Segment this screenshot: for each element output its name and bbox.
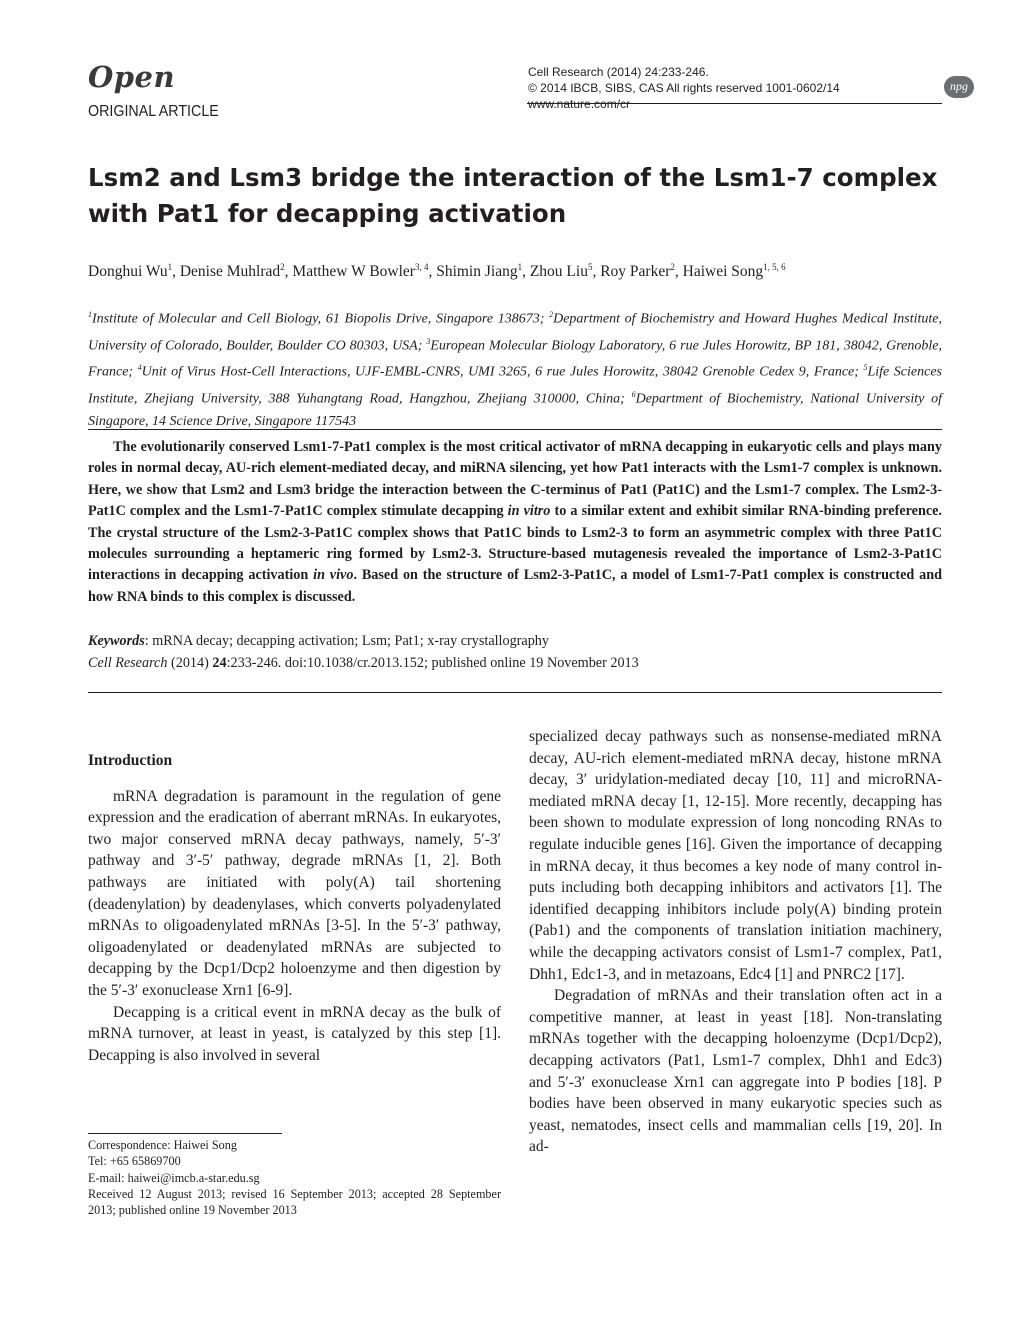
affiliation-number: 3 [426, 336, 431, 346]
author-name: Shimin Jiang [436, 263, 518, 281]
body-paragraph: specialized decay pathways such as nonsense-mediated mRNA decay, AU-rich element-mediated mRNA decay, histone mRNA decay, 3′ uridylation-mediated decay [10, 11] and microRNA-mediated mRNA decay [1, 12-15]. More recently, decapping has been shown to modulate expression of long noncoding RNAs to regulate inducible genes [16]. Given the importance of decapping in mRNA decay, it thus becomes a key node of many control inputs including both decapping inhibitors and activators [1]. The identified decapping inhibitors include poly(A) binding protein (Pab1) and the components of translation initiation machinery, while the decapping activators consist of Lsm1-7 complex, Pat1, Dhh1, Edc1-3, and in metazoans, Edc4 [1] and PNRC2 [17]. [529, 728, 942, 983]
affiliation-number: 2 [549, 310, 554, 319]
affiliation-text: Department of Biochemistry, National University of Singapore, 14 Science Drive, Singapore 117543 [88, 391, 942, 429]
left-column [88, 750, 501, 1066]
citation-volume: 24 [212, 655, 227, 671]
keywords-text: : mRNA decay; decapping activation; Lsm; Pat1; x-ray crystallography [144, 633, 549, 649]
abstract-top-divider [88, 429, 942, 430]
author-affiliation-number: 3, 4 [414, 262, 429, 272]
keywords [88, 631, 942, 651]
keywords-label: Keywords [88, 633, 145, 649]
author-list: Donghui Wu$^1$, Denise Muhlrad$^2$, Matthew W Bowler$^{3, 4}$, Shimin Jiang$^1$, Zhou Liu$^5$, Roy Parker$^2$, Haiwei Song$^{1, 5, 6}$ [88, 262, 786, 281]
citation-doi: :233-246. doi:10.1038/cr.2013.152; published online 19 November 2013 [226, 655, 639, 671]
body-paragraph: Decapping is a critical event in mRNA decay as the bulk of mRNA turnover, at least in yeast, is catalyzed by this step [1]. Decapping is also involved in several [88, 1003, 501, 1064]
abstract-italic-1: in vitro [507, 503, 551, 520]
body-paragraph: mRNA degradation is paramount in the regulation of gene expression and the eradication of aberrant mRNAs. In eukaryotes, two major conserved mRNA decay pathways, namely, 5′-3′ pathway and 3′-5′ pathway, degrade mRNAs [1, 2]. Both pathways are initiated with poly(A) tail shortening (deadenylation) by deadenylases, which converts polyadenylated mRNAs to oligoadenylated mRNAs [3-5]. In the 5′-3′ pathway, oligoadenylated or deadenylated mRNAs are subjected to decapping by the Dcp1/Dcp2 holoenzyme and then digestion by the 5′-3′ exonuclease Xrn1 [6-9]. [88, 787, 501, 999]
citation-journal: Cell Research [88, 655, 168, 671]
copyright-line: © 2014 IBCB, SIBS, CAS All rights reserved 1001-0602/14 [528, 81, 840, 95]
affiliation-text: Unit of Virus Host-Cell Interactions, UJF-EMBL-CNRS, UMI 3265, 6 rue Jules Horowitz, 38042 Grenoble Cedex 9, France; [141, 364, 864, 380]
journal-info [528, 64, 840, 112]
citation-year: (2014) [167, 655, 213, 671]
author-name: Matthew W Bowler [292, 263, 415, 281]
affiliation-number: 5 [863, 363, 868, 373]
author-affiliation-number: 5 [587, 262, 593, 272]
affiliation-number: 1 [88, 310, 92, 319]
author-name: Donghui Wu [88, 263, 168, 281]
header-divider [527, 103, 942, 104]
affiliation-text: Department of Biochemistry and Howard Hughes Medical Institute, University of Colorado, Boulder, Boulder CO 80303, USA; [88, 311, 942, 354]
received-note: Received 12 August 2013; revised 16 September 2013; accepted 28 September 2013; published online 19 November 2013 [88, 1186, 501, 1218]
abstract-text-2: to a similar extent and exhibit similar RNA-binding preference. The crystal structure of the Lsm2-3-Pat1C complex shows that Pat1C binds to Lsm2-3 to form an asymmetric complex with three Pat1C molecules surrounding a heptameric ring formed by Lsm2-3. Structure-based mutagenesis revealed the importance of Lsm2-3-Pat1C interactions in decapping activation [88, 503, 942, 584]
author-affiliation-number: 2 [280, 262, 285, 272]
npg-logo-icon: npg [944, 76, 974, 98]
abstract-text-3: . Based on the structure of Lsm2-3-Pat1C, a model of Lsm1-7-Pat1 complex is constructed and how RNA binds to this complex is discussed. [88, 567, 942, 605]
abstract-text-1: The evolutionarily conserved Lsm1-7-Pat1 complex is the most critical activator of mRNA decapping in eukaryotic cells and plays many roles in normal decay, AU-rich element-mediated decay, and miRNA silencing, yet how Pat1 interacts with the Lsm1-7 complex is unknown. Here, we show that Lsm2 and Lsm3 bridge the interaction between the C-terminus of Pat1 (Pat1C) and the Lsm1-7 complex. The Lsm2-3-Pat1C complex and the Lsm1-7-Pat1C complex stimulate decapping [88, 439, 942, 520]
author-affiliation-number: 2 [670, 262, 675, 272]
body-paragraph: Degradation of mRNAs and their translation often act in a competitive manner, at least in yeast [18]. Non-translating mRNAs together with the decapping holoenzyme (Dcp1/Dcp2), decapping activators (Pat1, Lsm1-7 complex, Dhh1 and Edc3) and 5′-3′ exonuclease Xrn1 can aggregate into P bodies [18]. P bodies have been observed in many eukaryotic species such as yeast, nematodes, insect cells and mammalian cells [19, 20]. In ad- [529, 987, 942, 1156]
affiliations [88, 304, 942, 433]
article-title: Lsm2 and Lsm3 bridge the interaction of the Lsm1-7 complex with Pat1 for decapping activation [88, 163, 938, 228]
affiliation-text: Life Sciences Institute, Zhejiang University, 388 Yuhangtang Road, Hangzhou, Zhejiang 310000, China; [88, 364, 943, 407]
affiliation-number: 6 [631, 389, 636, 399]
right-column [529, 726, 942, 1158]
citation-line [88, 653, 942, 673]
affiliation-number: 4 [137, 363, 142, 373]
footnotes [88, 1137, 501, 1218]
abstract-italic-2: in vivo [313, 567, 354, 584]
correspondence-note: Correspondence: Haiwei Song [88, 1138, 237, 1152]
section-heading-introduction: Introduction [88, 752, 173, 769]
journal-url-link[interactable]: www.nature.com/cr [528, 97, 631, 111]
abstract [88, 437, 942, 608]
email-note: E-mail: haiwei@imcb.a-star.edu.sg [88, 1170, 260, 1185]
footnote-divider [88, 1133, 282, 1134]
open-access-logo: Open [88, 60, 176, 94]
abstract-bottom-divider [88, 692, 942, 693]
author-name: Zhou Liu [529, 263, 588, 281]
affiliation-text: Institute of Molecular and Cell Biology, 61 Biopolis Drive, Singapore 138673; [92, 311, 550, 327]
article-type: ORIGINAL ARTICLE [88, 103, 219, 120]
author-name: Haiwei Song [682, 263, 764, 281]
author-name: Roy Parker [600, 263, 671, 281]
author-affiliation-number: 1 [517, 262, 523, 272]
author-affiliation-number: 1 [167, 262, 173, 272]
author-name: Denise Muhlrad [179, 263, 281, 281]
telephone-note: Tel: +65 65869700 [88, 1154, 181, 1169]
journal-citation: Cell Research (2014) 24:233-246. [528, 65, 709, 79]
affiliation-text: European Molecular Biology Laboratory, 6 rue Jules Horowitz, BP 181, 38042, Grenoble, France; [88, 338, 943, 380]
author-affiliation-number: 1, 5, 6 [763, 262, 786, 272]
